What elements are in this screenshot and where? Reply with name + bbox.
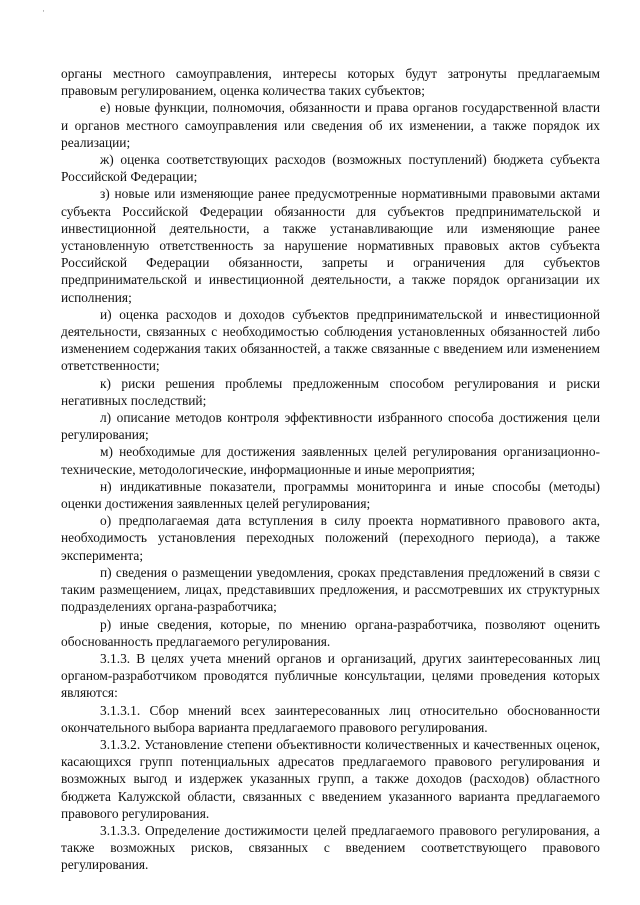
paragraph-item-l: л) описание методов контроля эффективности избранного способа достижения цели регулирования; (61, 410, 600, 443)
paragraph-item-k: к) риски решения проблемы предложенным способом регулирования и риски негативных последствий; (61, 375, 600, 408)
paragraph-item-i: и) оценка расходов и доходов субъектов предпринимательской и инвестиционной деятельности, связанных с необходимостью соблюдения установленных обязанностей либо изменением содержания таких обязанностей, а также связанные с введением или изменением ответственности; (61, 306, 600, 374)
paragraph-3-1-3-2: 3.1.3.2. Установление степени объективности количественных и качественных оценок, касающихся групп потенциальных адресатов предлагаемого правового регулирования и возможных выгод и издержек указанных групп, а также доходов (расходов) областного бюджета Калужской области, связанных с введением указанного варианта предлагаемого правового регулирования. (61, 736, 600, 821)
paragraph-item-z: з) новые или изменяющие ранее предусмотренные нормативными правовыми актами субъекта Российской Федерации обязанности для субъектов предпринимательской и инвестиционной деятельности, а также устанавливающие или изменяющие ранее установленную ответственность за нарушение нормативных правовых актов субъекта Российской Федерации обязанности, запреты и ограничения для субъектов предпринимательской и инвестиционной деятельности, а также порядок организации их исполнения; (61, 186, 600, 305)
paragraph-continuation: органы местного самоуправления, интересы которых будут затронуты предлагаемым правовым регулированием, оценка количества таких субъектов; (61, 66, 600, 99)
paragraph-item-e: е) новые функции, полномочия, обязанности и права органов государственной власти и органов местного самоуправления или сведения об их изменении, а также порядок их реализации; (61, 100, 600, 150)
document-body (61, 65, 600, 874)
paragraph-item-n: н) индикативные показатели, программы мониторинга и иные способы (методы) оценки достижения заявленных целей регулирования; (61, 478, 600, 512)
paragraph-item-m: м) необходимые для достижения заявленных целей регулирования организационно-технические, методологические, информационные и иные мероприятия; (61, 444, 600, 477)
paragraph-3-1-3-1: 3.1.3.1. Сбор мнений всех заинтересованных лиц относительно обоснованности окончательного выбора варианта предлагаемого правового регулирования. (61, 702, 600, 735)
paragraph-3-1-3: 3.1.3. В целях учета мнений органов и организаций, других заинтересованных лиц органом-разработчиком проводятся публичные консультации, целями проведения которых являются: (61, 650, 600, 701)
paragraph-item-p: п) сведения о размещении уведомления, сроках представления предложений в связи с таким размещением, лицах, представивших предложения, и рассмотревших их структурных подразделениях органа-разработчика; (61, 564, 600, 615)
corner-mark: · (42, 6, 45, 16)
paragraph-item-o: о) предполагаемая дата вступления в силу проекта нормативного правового акта, необходимость установления переходных положений (переходного периода), а также эксперимента; (61, 513, 600, 563)
paragraph-item-r: р) иные сведения, которые, по мнению органа-разработчика, позволяют оценить обоснованность предлагаемого регулирования. (61, 616, 600, 649)
paragraph-item-zh: ж) оценка соответствующих расходов (возможных поступлений) бюджета субъекта Российской Федерации; (61, 152, 600, 185)
paragraph-3-1-3-3: 3.1.3.3. Определение достижимости целей предлагаемого правового регулирования, а также возможных рисков, связанных с введением соответствующего правового регулирования. (61, 822, 600, 873)
